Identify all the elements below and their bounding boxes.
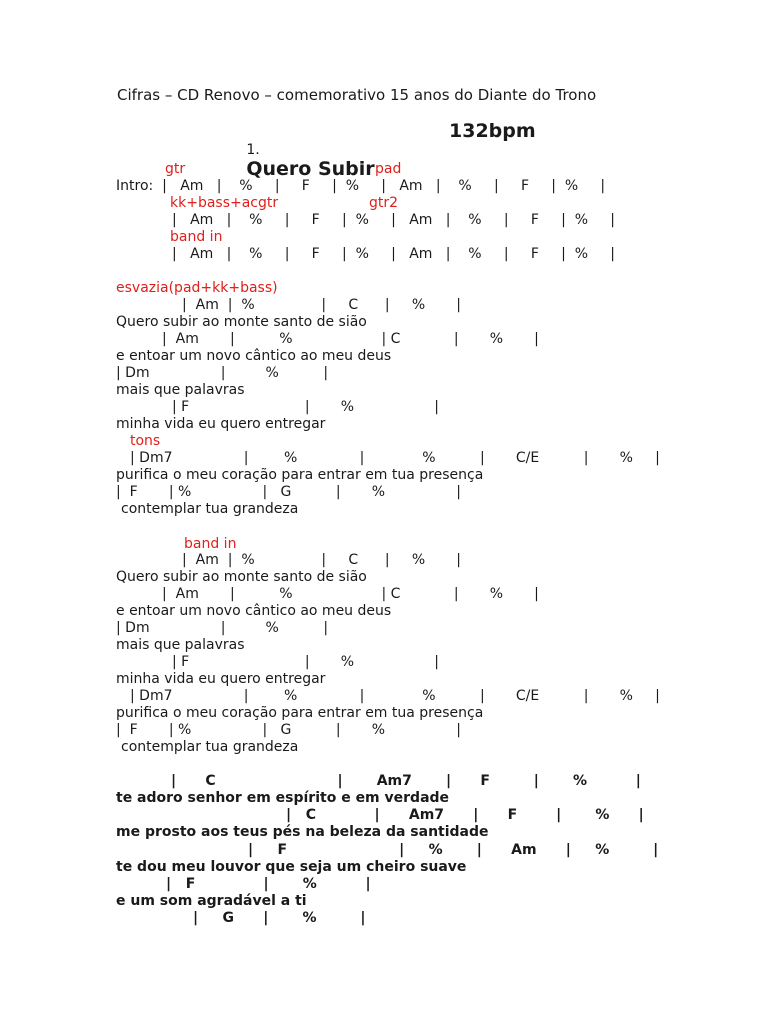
song-number: 1.: [246, 142, 260, 158]
instrument-cue: tons: [130, 433, 161, 449]
chord-line: | Am | % | C | % |: [182, 297, 461, 313]
instrument-cue: kk+bass+acgtr: [170, 195, 279, 211]
instrument-cue: esvazia(pad+kk+bass): [116, 280, 278, 296]
lyric-line: me prosto aos teus pés na beleza da santidade: [116, 824, 489, 840]
chord-line: | Dm7 | % | % | C/E | % |: [130, 688, 660, 704]
lyric-line: Quero subir ao monte santo de sião: [116, 314, 367, 330]
lyric-line: e entoar um novo cântico ao meu deus: [116, 348, 392, 364]
lyric-line: te adoro senhor em espírito e em verdade: [116, 790, 450, 806]
chord-line: | F | % | G | % |: [116, 722, 462, 738]
song-tempo: 132bpm: [449, 120, 536, 142]
lyric-line: purifica o meu coração para entrar em tua presença: [116, 467, 484, 483]
chord-line: | Am | % | F | % | Am | % | F | % |: [172, 246, 616, 262]
chord-line: | F | % | G | % |: [116, 484, 462, 500]
lyric-line: mais que palavras: [116, 382, 245, 398]
chord-line: | Am | % | C | % |: [182, 552, 461, 568]
chord-line: | F | % |: [172, 654, 439, 670]
document-header: Cifras – CD Renovo – comemorativo 15 anos do Diante do Trono: [117, 86, 597, 104]
chord-line: | Dm | % |: [116, 620, 329, 636]
instrument-cue: band in: [184, 536, 237, 552]
lyric-line: purifica o meu coração para entrar em tua presença: [116, 705, 484, 721]
chord-line: | F | % |: [166, 876, 371, 892]
lyric-line: e entoar um novo cântico ao meu deus: [116, 603, 392, 619]
chord-line: | G | % |: [193, 910, 366, 926]
lyric-line: minha vida eu quero entregar: [116, 416, 326, 432]
chord-line: | F | % |: [172, 399, 439, 415]
instrument-cue: band in: [170, 229, 223, 245]
chord-line: | C | Am7 | F | % |: [286, 807, 644, 823]
lyric-line: Quero subir ao monte santo de sião: [116, 569, 367, 585]
chord-line: | Am | % | C | % |: [162, 586, 539, 602]
chord-line: | Dm | % |: [116, 365, 329, 381]
lyric-line: mais que palavras: [116, 637, 245, 653]
instrument-cue: gtr: [165, 161, 186, 177]
instrument-cue: gtr2: [369, 195, 399, 211]
lyric-line: te dou meu louvor que seja um cheiro suave: [116, 859, 467, 875]
chord-line: | Am | % | F | % | Am | % | F | % |: [172, 212, 616, 228]
chord-line: | C | Am7 | F | % |: [171, 773, 641, 789]
chord-line: Intro: | Am | % | F | % | Am | % | F | % |: [116, 178, 606, 194]
song-name: Quero Subir: [246, 158, 375, 180]
chord-line: | Am | % | C | % |: [162, 331, 539, 347]
chord-line: | F | % | Am | % |: [248, 842, 659, 858]
lyric-line: minha vida eu quero entregar: [116, 671, 326, 687]
lyric-line: contemplar tua grandeza: [121, 739, 299, 755]
lyric-line: contemplar tua grandeza: [121, 501, 299, 517]
chord-line: | Dm7 | % | % | C/E | % |: [130, 450, 660, 466]
lyric-line: e um som agradável a ti: [116, 893, 307, 909]
instrument-cue: pad: [375, 161, 402, 177]
